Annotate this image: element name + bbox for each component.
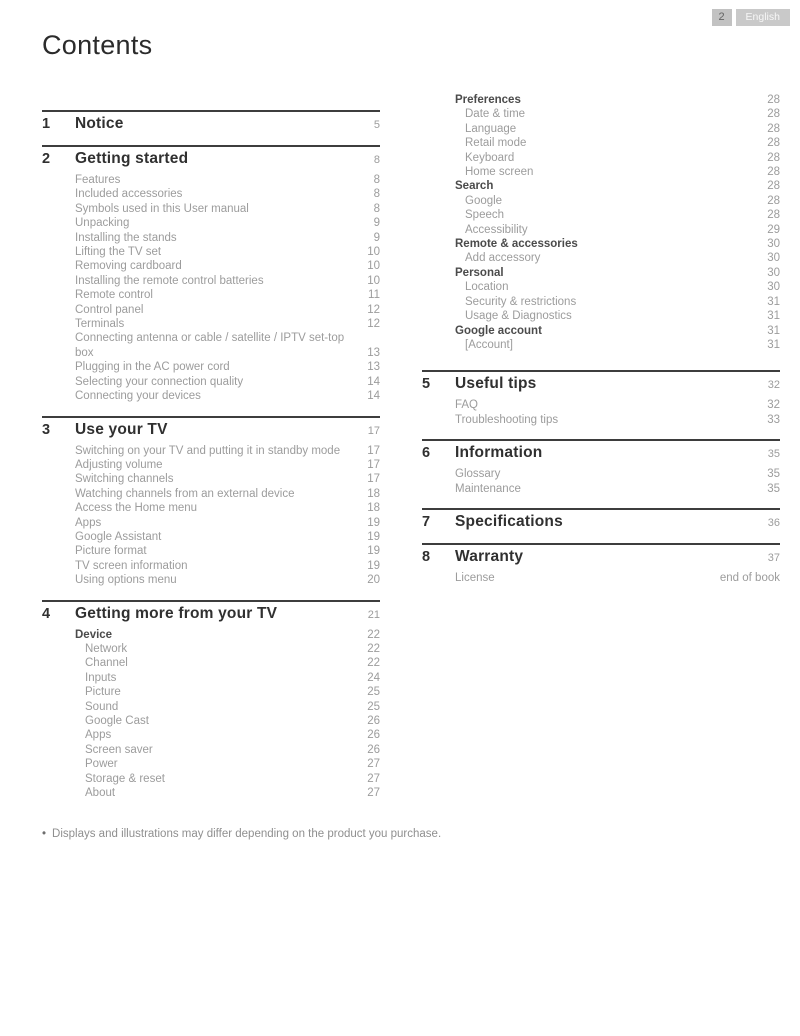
toc-entry-label: Power [85,758,118,771]
toc-entry [42,389,380,403]
toc-entry-page: 31 [767,310,780,323]
toc-entry-label: TV screen information [75,559,188,572]
toc-entry [42,573,380,587]
toc-entry-page: 28 [767,151,780,164]
toc-entry [42,202,380,216]
section-title: Specifications [455,512,563,530]
toc-entry [42,317,380,331]
toc-entry [422,266,780,280]
toc-entry-label: Installing the remote control batteries [75,274,264,287]
toc-entry-label: Connecting your devices [75,390,201,403]
toc-entry-label: Speech [465,209,505,222]
toc-entry [42,472,380,486]
toc-entry [42,757,380,771]
toc-entry [42,700,380,714]
toc-entry-label: Features [75,174,121,186]
toc-entry [42,516,380,530]
toc-entry-label: Accessibility [465,223,528,236]
toc-entry [42,501,380,515]
section-header [42,145,380,168]
toc-entry [422,151,780,165]
toc-entry-page: 28 [767,194,780,207]
toc-entry [422,467,780,481]
toc-entry-page: 10 [367,246,380,259]
toc-entry-page: 12 [367,303,380,316]
toc-entry-page: 19 [367,530,380,543]
toc-entry-label: Google [465,194,503,207]
toc-entry [42,642,380,656]
toc-entry [42,530,380,544]
toc-section [422,93,780,352]
toc-entry-page: 14 [367,390,380,403]
toc-entry [422,309,780,323]
section-number: 7 [422,513,431,530]
toc-entry [42,559,380,573]
toc-entry-page: 10 [367,274,380,287]
toc-section [42,416,380,588]
section-number: 4 [42,605,51,622]
toc-entry-page: 30 [767,238,780,251]
footnote [42,827,602,842]
toc-entry-label: Language [465,122,517,135]
toc-entry-page: 27 [367,758,380,771]
section-number: 1 [42,116,51,132]
toc-section [422,543,780,585]
section-page-number: 8 [373,154,380,166]
toc-entry-label: Screen saver [85,743,153,756]
toc-entry [422,324,780,338]
toc-entry-label: Inputs [85,671,117,684]
toc-entry-page: 28 [767,122,780,135]
toc-entry [422,338,780,352]
toc-entry [42,628,380,642]
toc-entry-label: About [85,787,116,800]
toc-entry-page: 19 [367,545,380,558]
toc-entry [42,187,380,201]
toc-entry-label: Unpacking [75,217,130,230]
toc-entry [42,259,380,273]
section-page-number: 37 [767,551,780,564]
toc-entry-page: 31 [767,295,780,308]
toc-entry-label: Channel [85,657,128,670]
toc-entry-page: 35 [767,468,780,481]
section-header [42,416,380,439]
toc-entry-label: Control panel [75,303,144,316]
toc-entry-page: 12 [367,318,380,331]
page-number-badge: 2 [712,9,732,26]
toc-entry-page: 26 [367,743,380,756]
toc-entry-page: 24 [367,671,380,684]
toc-entry-page: 25 [367,700,380,713]
toc-entry-label: Home screen [465,166,534,179]
toc-entry-label: Plugging in the AC power cord [75,361,230,374]
toc-entry-page: 25 [367,686,380,699]
toc-entry [422,237,780,251]
section-title: Information [455,444,543,462]
toc-entry-label: Picture format [75,545,147,558]
toc-entry-page: 28 [767,209,780,222]
toc-entry [42,245,380,259]
toc-entry [42,671,380,685]
toc-entry-page: 22 [367,628,380,641]
toc-entry-label: Device [75,628,113,641]
section-number: 6 [422,445,431,462]
toc-entry [422,165,780,179]
toc-entry [42,216,380,230]
toc-entry-page: 26 [367,715,380,727]
toc-entry-label: Switching on your TV and putting it in standby mode [75,444,341,457]
toc-entry-page: 9 [373,231,380,244]
toc-entry [42,714,380,728]
toc-entry-page: 18 [367,487,380,500]
toc-item-list [422,571,780,585]
toc-entry-page: 28 [767,166,780,179]
toc-entry-label: Access the Home menu [75,502,198,515]
toc-entry-label: Apps [85,729,112,742]
toc-entry-label: Location [465,281,509,294]
toc-item-list [422,467,780,496]
toc-entry [422,398,780,412]
toc-entry [42,656,380,670]
toc-item-list [42,173,380,404]
section-number: 5 [422,376,431,393]
section-title: Notice [75,115,124,132]
page-header-badges [712,9,790,26]
page-title: Contents [42,30,153,60]
section-header [422,439,780,462]
toc-entry-label: Connecting antenna or cable / satellite / IPTV set-top box [75,332,345,359]
toc-entry [422,107,780,121]
toc-entry [42,231,380,245]
toc-section [42,600,380,801]
toc-entry-label: Remote & accessories [455,238,578,251]
section-header [422,508,780,531]
toc-entry-page: 30 [767,266,780,279]
toc-entry-label: Adjusting volume [75,458,163,471]
toc-entry-page: 27 [367,772,380,785]
toc-entry-page: 35 [767,482,780,495]
toc-entry-label: Using options menu [75,574,177,587]
toc-entry [42,458,380,472]
section-title: Getting started [75,150,189,167]
section-page-number: 5 [373,119,380,131]
toc-section [422,370,780,427]
section-page-number: 35 [767,448,780,461]
toc-entry-label: Watching channels from an external device [75,487,295,500]
toc-entry-page: end of book [719,571,780,584]
toc-entry [422,251,780,265]
toc-entry [42,772,380,786]
toc-entry-label: Date & time [465,108,526,121]
toc-entry [42,487,380,501]
toc-entry [422,208,780,222]
toc-entry-label: Apps [75,516,102,529]
toc-entry-page: 13 [367,361,380,374]
toc-entry-page: 33 [767,413,780,426]
section-header [42,110,380,133]
toc-entry-label: Maintenance [455,482,521,495]
toc-entry-label: Preferences [455,94,521,106]
toc-entry-page: 22 [367,642,380,655]
toc-section [422,439,780,496]
toc-entry-label: Google Cast [85,715,149,727]
toc-item-list [422,398,780,427]
toc-entry [422,482,780,496]
toc-entry-label: FAQ [455,399,479,412]
toc-entry-label: Security & restrictions [465,295,577,308]
toc-entry-page: 10 [367,260,380,273]
toc-entry-page: 31 [767,324,780,337]
section-title: Warranty [455,547,524,565]
toc-entry-label: Google account [455,324,542,337]
toc-entry-page: 32 [767,399,780,412]
toc-entry-page: 8 [373,202,380,215]
toc-item-list [42,444,380,588]
toc-entry-page: 30 [767,281,780,294]
toc-entry [42,544,380,558]
toc-section [42,110,380,133]
toc-entry [422,136,780,150]
toc-entry-page: 8 [373,188,380,201]
toc-entry-page: 30 [767,252,780,265]
toc-entry [42,274,380,288]
toc-entry-label: Sound [85,700,119,713]
toc-entry-label: Google Assistant [75,530,162,543]
footnote-bullet: • [42,828,47,840]
toc-entry [42,743,380,757]
toc-entry-label: Symbols used in this User manual [75,202,249,215]
toc-entry-label: Removing cardboard [75,260,182,273]
toc-entry [422,122,780,136]
section-number: 2 [42,151,51,167]
toc-entry [422,280,780,294]
toc-item-list [42,628,380,801]
toc-entry-label: Troubleshooting tips [455,413,559,426]
toc-entry [422,93,780,107]
toc-section [422,508,780,531]
toc-entry [42,173,380,187]
toc-entry-label: [Account] [465,338,513,351]
toc-entry-page: 18 [367,502,380,515]
toc-entry-label: Search [455,180,494,193]
section-page-number: 17 [367,424,380,437]
toc-entry-page: 28 [767,108,780,121]
toc-entry-page: 13 [367,346,380,359]
toc-entry [42,303,380,317]
toc-entry-page: 28 [767,137,780,150]
toc-entry-page: 19 [367,516,380,529]
toc-entry-page: 17 [367,473,380,486]
toc-item-list [422,93,780,352]
toc-entry [422,179,780,193]
toc-entry [422,413,780,427]
toc-entry [422,571,780,585]
toc-entry-page: 17 [367,444,380,457]
section-title: Useful tips [455,375,537,393]
toc-entry-label: Installing the stands [75,231,177,244]
toc-entry-page: 11 [368,289,380,302]
footnote-text: Displays and illustrations may differ depending on the product you purchase. [52,828,442,840]
language-badge: English [736,9,790,26]
section-header [422,370,780,393]
toc-entry-label: License [455,571,495,584]
toc-entry [422,194,780,208]
toc-entry-label: Switching channels [75,473,174,486]
toc-entry-label: Terminals [75,318,125,331]
section-header [422,543,780,566]
section-page-number: 32 [767,379,780,392]
toc-entry-page: 28 [767,180,780,193]
toc-section [42,145,380,404]
toc-entry [42,331,380,360]
toc-entry-label: Remote control [75,289,153,302]
toc-entry-page: 8 [373,174,380,186]
toc-entry-page: 29 [767,223,780,236]
toc-entry-label: Add accessory [465,252,541,265]
toc-entry [42,360,380,374]
toc-entry-page: 17 [367,458,380,471]
toc-entry-label: Network [85,642,128,655]
toc-entry-label: Personal [455,266,504,279]
toc-entry-label: Included accessories [75,188,183,201]
toc-entry [42,288,380,302]
toc-entry-label: Glossary [455,468,501,481]
toc-entry-page: 22 [367,657,380,670]
section-header [42,600,380,623]
section-number: 8 [422,548,431,565]
section-title: Use your TV [75,420,168,438]
toc-entry [422,223,780,237]
toc-entry-page: 19 [367,559,380,572]
toc-entry-page: 28 [767,94,780,106]
toc-entry-label: Storage & reset [85,772,165,785]
section-page-number: 21 [367,608,380,621]
toc-entry-label: Retail mode [465,137,527,150]
toc-column-left [42,110,380,812]
toc-entry [42,375,380,389]
section-number: 3 [42,421,51,438]
toc-entry-page: 14 [367,375,380,388]
toc-entry-label: Keyboard [465,151,515,164]
toc-entry-label: Picture [85,686,121,699]
toc-entry-page: 27 [367,787,380,800]
toc-entry-label: Lifting the TV set [75,246,162,259]
section-page-number: 36 [767,516,780,529]
toc-entry [42,444,380,458]
toc-entry [42,786,380,800]
toc-entry-page: 20 [367,574,380,587]
toc-entry-page: 26 [367,729,380,742]
toc-entry-page: 31 [767,338,780,351]
toc-column-right [422,93,780,597]
toc-entry-label: Usage & Diagnostics [465,310,572,323]
section-title: Getting more from your TV [75,604,278,622]
toc-entry-page: 9 [373,217,380,230]
toc-entry [422,295,780,309]
toc-entry-label: Selecting your connection quality [75,375,244,388]
toc-entry [42,685,380,699]
toc-entry [42,728,380,742]
